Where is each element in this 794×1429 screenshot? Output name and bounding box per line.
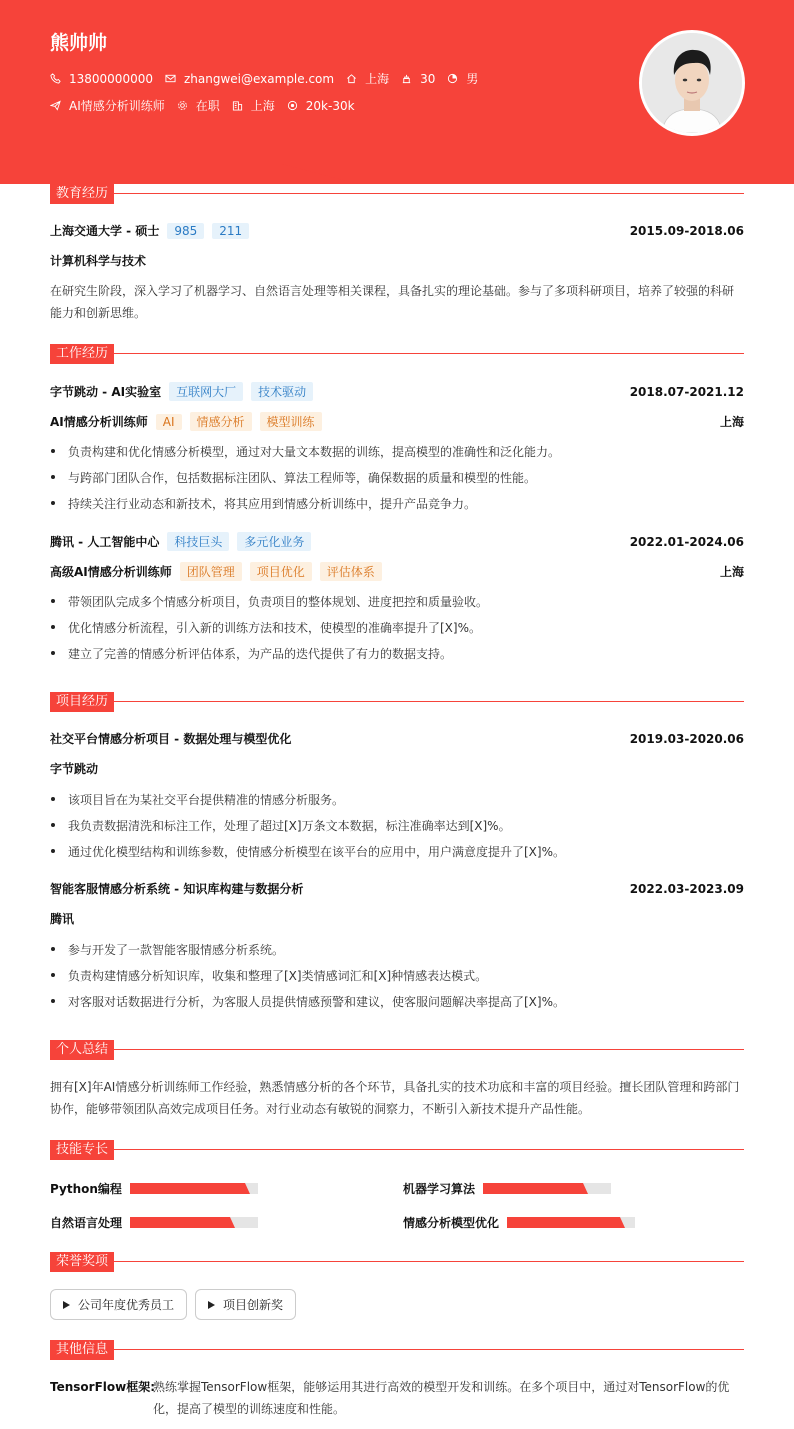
home-icon: [346, 73, 357, 84]
cake-icon: [401, 73, 412, 84]
section-summary: [50, 1040, 744, 1060]
project-bullet: 通过优化模型结构和训练参数，使情感分析模型在该平台的应用中，用户满意度提升了[X]%。: [50, 843, 744, 860]
section-education: [50, 184, 744, 204]
work-company-row: [50, 532, 744, 551]
company-tag: 互联网大厂: [169, 382, 243, 401]
role-tag: 模型训练: [260, 412, 322, 431]
age-text: 30: [420, 71, 436, 86]
company-tag: 科技巨头: [167, 532, 229, 551]
work-bullet: 负责构建和优化情感分析模型，通过对大量文本数据的训练，提高模型的准确性和泛化能力。: [50, 443, 744, 460]
award-item: [50, 1289, 187, 1320]
award-name: 项目创新奖: [223, 1298, 284, 1312]
work-bullet: 带领团队完成多个情感分析项目，负责项目的整体规划、进度把控和质量验收。: [50, 593, 744, 610]
section-title: 工作经历: [50, 344, 114, 364]
skill-item: [403, 1180, 611, 1197]
work-bullet: 持续关注行业动态和新技术，将其应用到情感分析训练中，提升产品竞争力。: [50, 495, 744, 512]
role-tag: 团队管理: [180, 562, 242, 581]
role-tag: 项目优化: [250, 562, 312, 581]
major: 计算机科学与技术: [50, 254, 147, 268]
location-item: [346, 70, 389, 87]
gear-icon: [177, 100, 188, 111]
other-label: TensorFlow框架:: [50, 1380, 156, 1394]
project-bullet: 该项目旨在为某社交平台提供精准的情感分析服务。: [50, 791, 744, 808]
project-period: 2022.03-2023.09: [629, 881, 744, 896]
phone-icon: [50, 73, 61, 84]
project-org: 腾讯: [50, 912, 75, 926]
phone-text: 13800000000: [69, 71, 153, 86]
company-tag: 多元化业务: [237, 532, 311, 551]
skill-item: [403, 1214, 635, 1231]
school-name: 上海交通大学 - 硕士: [50, 224, 160, 238]
work-company-row: [50, 382, 744, 401]
skill-bar: [507, 1217, 635, 1228]
award-item: [195, 1289, 296, 1320]
age-item: [401, 72, 435, 86]
phone-item: [50, 72, 153, 86]
skill-bar-fill: [130, 1217, 230, 1228]
role-title: 高级AI情感分析训练师: [50, 565, 172, 579]
project-period: 2019.03-2020.06: [629, 731, 744, 746]
gender-text: 男: [466, 72, 479, 86]
work-city: 上海: [719, 415, 744, 429]
skill-bar: [130, 1183, 258, 1194]
project-bullet: 负责构建情感分析知识库，收集和整理了[X]类情感词汇和[X]种情感表达模式。: [50, 967, 744, 984]
section-title: 项目经历: [50, 692, 114, 712]
project-title-row: [50, 730, 744, 747]
job-intent-row: [50, 97, 367, 114]
project-title-row: [50, 880, 744, 897]
skill-bar-fill: [130, 1183, 245, 1194]
work-role-row: [50, 562, 744, 581]
role-tag: AI: [156, 414, 182, 430]
target-city-text: 上海: [250, 99, 275, 113]
salary-text: 20k-30k: [305, 98, 355, 113]
project-org: 字节跳动: [50, 762, 99, 776]
section-work: [50, 344, 744, 364]
school-tag: 211: [212, 223, 249, 239]
coin-icon: [287, 100, 298, 111]
building-icon: [232, 100, 243, 111]
education-header: [50, 222, 744, 239]
target-city-item: [232, 97, 275, 114]
section-divider: [50, 1349, 744, 1350]
project-bullet: 对客服对话数据进行分析，为客服人员提供情感预警和建议，使客服问题解决率提高了[X]%。: [50, 993, 744, 1010]
project-title: 社交平台情感分析项目 - 数据处理与模型优化: [50, 732, 292, 746]
location-text: 上海: [365, 72, 390, 86]
role-tag: 情感分析: [190, 412, 252, 431]
section-projects: [50, 692, 744, 712]
skill-name: Python编程: [50, 1182, 122, 1196]
status-text: 在职: [195, 99, 220, 113]
skill-bar: [483, 1183, 611, 1194]
avatar-portrait: [642, 33, 742, 133]
project-title: 智能客服情感分析系统 - 知识库构建与数据分析: [50, 882, 304, 896]
skill-bar: [130, 1217, 258, 1228]
project-org-row: [50, 760, 744, 777]
education-description: 在研究生阶段，深入学习了机器学习、自然语言处理等相关课程，具备扎实的理论基础。参与了多项科研项目，培养了较强的科研能力和创新思维。: [50, 284, 735, 320]
header-decoration: [0, 164, 794, 185]
skill-name: 自然语言处理: [50, 1216, 123, 1230]
project-org-row: [50, 910, 744, 927]
work-bullet: 建立了完善的情感分析评估体系，为产品的迭代提供了有力的数据支持。: [50, 645, 744, 662]
section-other: [50, 1340, 744, 1360]
job-title-item: [50, 97, 165, 114]
section-awards: [50, 1252, 744, 1272]
education-major-row: [50, 252, 744, 269]
email-text: zhangwei@example.com: [183, 71, 335, 86]
section-divider: [50, 1049, 744, 1050]
job-title-text: AI情感分析训练师: [69, 99, 165, 113]
work-role-row: [50, 412, 744, 431]
education-period: 2015.09-2018.06: [629, 223, 744, 238]
section-skills: [50, 1140, 744, 1160]
school-tag: 985: [167, 223, 204, 239]
gender-item: [447, 70, 478, 87]
skill-item: [50, 1214, 258, 1231]
work-city: 上海: [719, 565, 744, 579]
section-divider: [50, 1261, 744, 1262]
skill-bar-fill: [507, 1217, 620, 1228]
work-bullet: 与跨部门团队合作，包括数据标注团队、算法工程师等，确保数据的质量和模型的性能。: [50, 469, 744, 486]
section-divider: [50, 193, 744, 194]
play-icon: [208, 1301, 215, 1309]
play-icon: [63, 1301, 70, 1309]
skill-item: [50, 1180, 258, 1197]
section-title: 技能专长: [50, 1140, 114, 1160]
section-divider: [50, 353, 744, 354]
section-divider: [50, 701, 744, 702]
candidate-name: 熊帅帅: [50, 32, 108, 54]
work-period: 2018.07-2021.12: [629, 384, 744, 399]
work-period: 2022.01-2024.06: [629, 534, 744, 549]
summary-text: 拥有[X]年AI情感分析训练师工作经验，熟悉情感分析的各个环节，具备扎实的技术功底和丰富的项目经验。擅长团队管理和跨部门协作，能够带领团队高效完成项目任务。对行业动态有敏锐的洞察力，不断引入新技术提升产品性能。: [50, 1080, 740, 1116]
project-bullet: 参与开发了一款智能客服情感分析系统。: [50, 941, 744, 958]
section-divider: [50, 1149, 744, 1150]
contact-row: [50, 70, 490, 87]
salary-item: [287, 99, 355, 113]
section-title: 个人总结: [50, 1040, 114, 1060]
mail-icon: [165, 73, 176, 84]
skill-name: 情感分析模型优化: [403, 1216, 500, 1230]
other-text: 熟练掌握TensorFlow框架，能够运用其进行高效的模型开发和训练。在多个项目中，通过对TensorFlow的优化，提高了模型的训练速度和性能。: [153, 1380, 730, 1416]
work-bullet: 优化情感分析流程，引入新的训练方法和技术，使模型的准确率提升了[X]%。: [50, 619, 744, 636]
section-title: 荣誉奖项: [50, 1252, 114, 1272]
role-title: AI情感分析训练师: [50, 415, 148, 429]
email-item: [165, 72, 334, 86]
project-bullet: 我负责数据清洗和标注工作，处理了超过[X]万条文本数据，标注准确率达到[X]%。: [50, 817, 744, 834]
pie-icon: [447, 73, 458, 84]
skill-name: 机器学习算法: [403, 1182, 476, 1196]
status-item: [177, 97, 220, 114]
section-title: 教育经历: [50, 184, 114, 204]
company-name: 字节跳动 - AI实验室: [50, 385, 162, 399]
role-tag: 评估体系: [320, 562, 382, 581]
avatar: [639, 30, 745, 136]
skill-bar-fill: [483, 1183, 583, 1194]
send-icon: [50, 100, 61, 111]
section-title: 其他信息: [50, 1340, 114, 1360]
award-name: 公司年度优秀员工: [78, 1298, 175, 1312]
company-tag: 技术驱动: [251, 382, 313, 401]
company-name: 腾讯 - 人工智能中心: [50, 535, 160, 549]
